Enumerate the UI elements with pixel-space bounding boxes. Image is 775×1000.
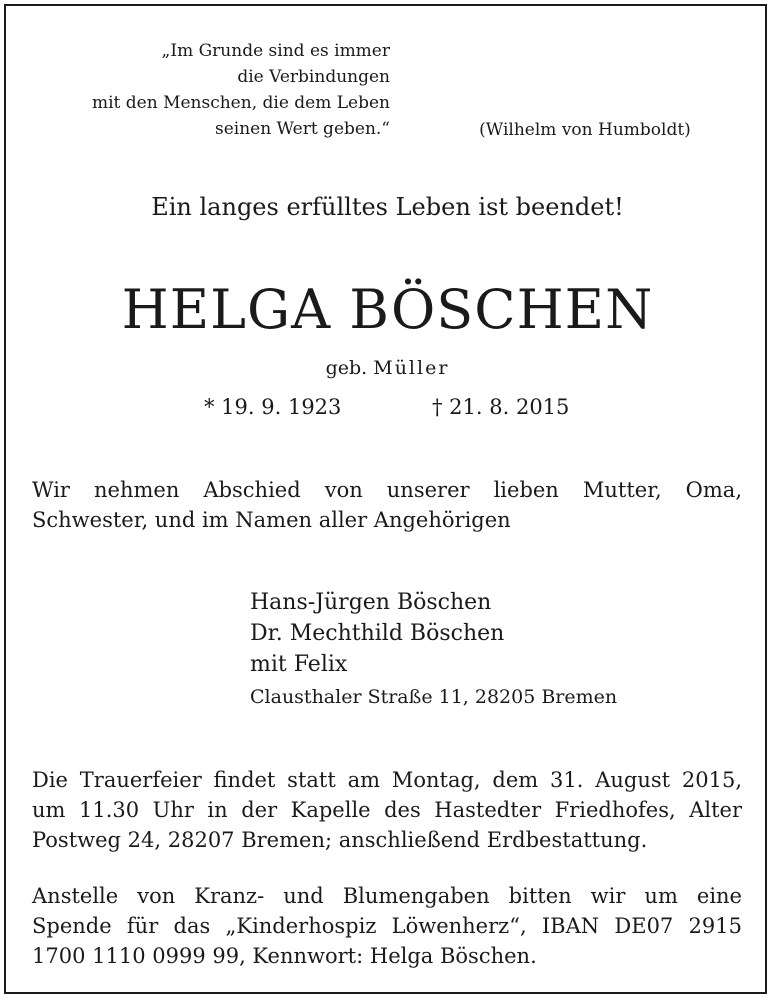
intro-text: Ein langes erfülltes Leben ist beendet! xyxy=(151,193,624,221)
farewell-paragraph xyxy=(32,475,742,535)
mourners-address: Clausthaler Straße 11, 28205 Bremen xyxy=(250,686,618,708)
quote-line: „Im Grunde sind es immer xyxy=(161,41,390,61)
mourner-name: Dr. Mechthild Böschen xyxy=(250,621,505,646)
funeral-line: um 11.30 Uhr in der Kapelle des Hastedter Friedhofes, Alter xyxy=(32,798,742,822)
donation-paragraph xyxy=(32,881,742,971)
birth-date: * 19. 9. 1923 xyxy=(204,395,342,419)
quote-line: seinen Wert geben.“ xyxy=(214,119,390,139)
quote-block xyxy=(60,38,390,142)
farewell-line: Schwester, und im Namen aller Angehörigen xyxy=(32,508,511,532)
farewell-line: Wir nehmen Abschied von unserer lieben Mutter, Oma, xyxy=(32,478,742,502)
mourner-name: mit Felix xyxy=(250,652,348,677)
maiden-name-line xyxy=(0,355,775,381)
funeral-paragraph xyxy=(32,765,742,855)
donation-line: 1700 1110 0999 99, Kennwort: Helga Böschen. xyxy=(32,944,537,968)
funeral-line: Die Trauerfeier findet statt am Montag, dem 31. August 2015, xyxy=(32,768,742,792)
quote-line: mit den Menschen, die dem Leben xyxy=(91,93,390,113)
donation-line: Spende für das „Kinderhospiz Löwenherz“, IBAN DE07 2915 xyxy=(32,914,742,938)
maiden-prefix: geb. xyxy=(325,357,368,379)
quote-line: die Verbindungen xyxy=(237,67,390,87)
donation-line: Anstelle von Kranz- und Blumengaben bitten wir um eine xyxy=(32,884,742,908)
deceased-name: HELGA BÖSCHEN xyxy=(121,278,654,341)
maiden-name: Müller xyxy=(373,357,450,379)
death-date: † 21. 8. 2015 xyxy=(432,395,570,419)
quote-author: (Wilhelm von Humboldt) xyxy=(479,120,691,140)
mourner-name: Hans-Jürgen Böschen xyxy=(250,590,492,615)
funeral-line: Postweg 24, 28207 Bremen; anschließend Erdbestattung. xyxy=(32,828,648,852)
mourners-list xyxy=(250,587,504,680)
